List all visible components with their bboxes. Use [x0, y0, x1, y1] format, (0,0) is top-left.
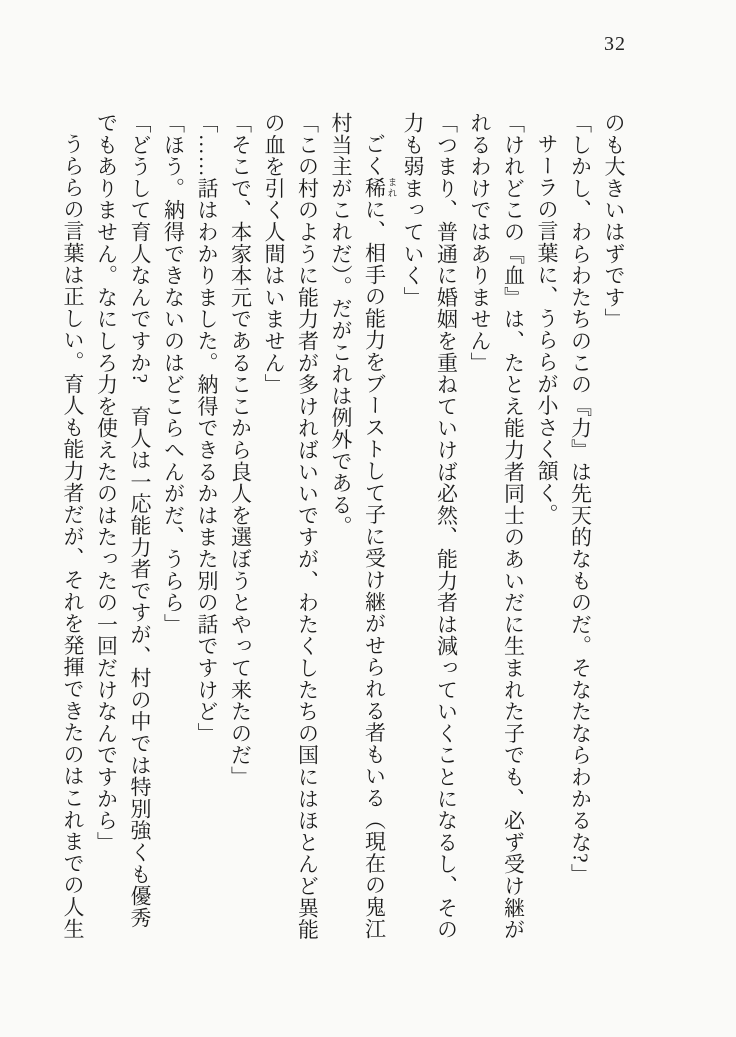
body-text [56, 112, 631, 962]
text-line [257, 112, 291, 962]
text-line [89, 112, 123, 962]
text-segment: 力も弱まっていく」 [401, 112, 425, 309]
text-segment: うららの言葉は正しい。育人も能力者だが、それを発揮できたのはこれまでの人生 [61, 133, 85, 940]
text-segment: サーラの言葉に、うららが小さく頷く。 [535, 133, 559, 526]
text-line [597, 112, 631, 962]
text-segment: 「けれどこの『血』は、たとえ能力者同士のあいだに生まれた子でも、必ず受け継が [501, 112, 526, 941]
text-segment: 村当主がこれだ）。だがこれは例外である。 [329, 112, 353, 538]
text-line [429, 112, 463, 962]
text-segment: の血を引く人間はいません」 [262, 112, 286, 396]
text-segment: のも大きいはずです」 [602, 112, 626, 330]
text-segment: 「どうして育人なんですか? 育人は一応能力者ですが、村の中では特別強くも優秀 [128, 112, 152, 929]
text-line [324, 112, 358, 962]
text-segment: れるわけではありません」 [468, 112, 492, 374]
text-segment: ごく [362, 133, 387, 177]
text-line [496, 112, 530, 962]
text-line [123, 112, 157, 962]
text-segment: 「……話はわかりました。納得できるかはまた別の話ですけど」 [195, 112, 219, 745]
text-line [563, 112, 597, 962]
page-number: 32 [604, 33, 626, 55]
text-line [290, 112, 324, 962]
text-line [396, 112, 430, 962]
text-segment: 「ほう。納得できないのはどこらへんがだ、うらら」 [161, 112, 186, 636]
text-line [56, 112, 90, 962]
text-line [156, 112, 190, 962]
text-segment: 「つまり、普通に婚姻を重ねていけば必然、能力者は減っていくことになるし、その [434, 112, 459, 941]
ruby-annotated-word: 稀 まれ [362, 176, 396, 199]
text-line [190, 112, 224, 962]
text-segment: 「そこで、本家本元であるここから良人を選ぼうとやって来たのだ」 [228, 112, 253, 788]
text-segment: でもありません。なにしろ力を使えたのはたったの一回だけなんですから」 [94, 112, 119, 854]
furigana: まれ [385, 176, 396, 199]
text-line [530, 112, 564, 962]
text-line [357, 112, 396, 962]
text-line [223, 112, 257, 962]
text-segment: に、相手の能力をブーストして子に受け継がせられる者もいる（現在の鬼江 [362, 198, 387, 940]
text-line [463, 112, 497, 962]
text-segment: 「この村のように能力者が多ければいいですが、わたくしたちの国にはほとんど異能 [295, 112, 320, 941]
text-segment: 「しかし、わらわたちのこの『力』は先天的なものだ。そなたならわかるな?」 [568, 112, 593, 886]
